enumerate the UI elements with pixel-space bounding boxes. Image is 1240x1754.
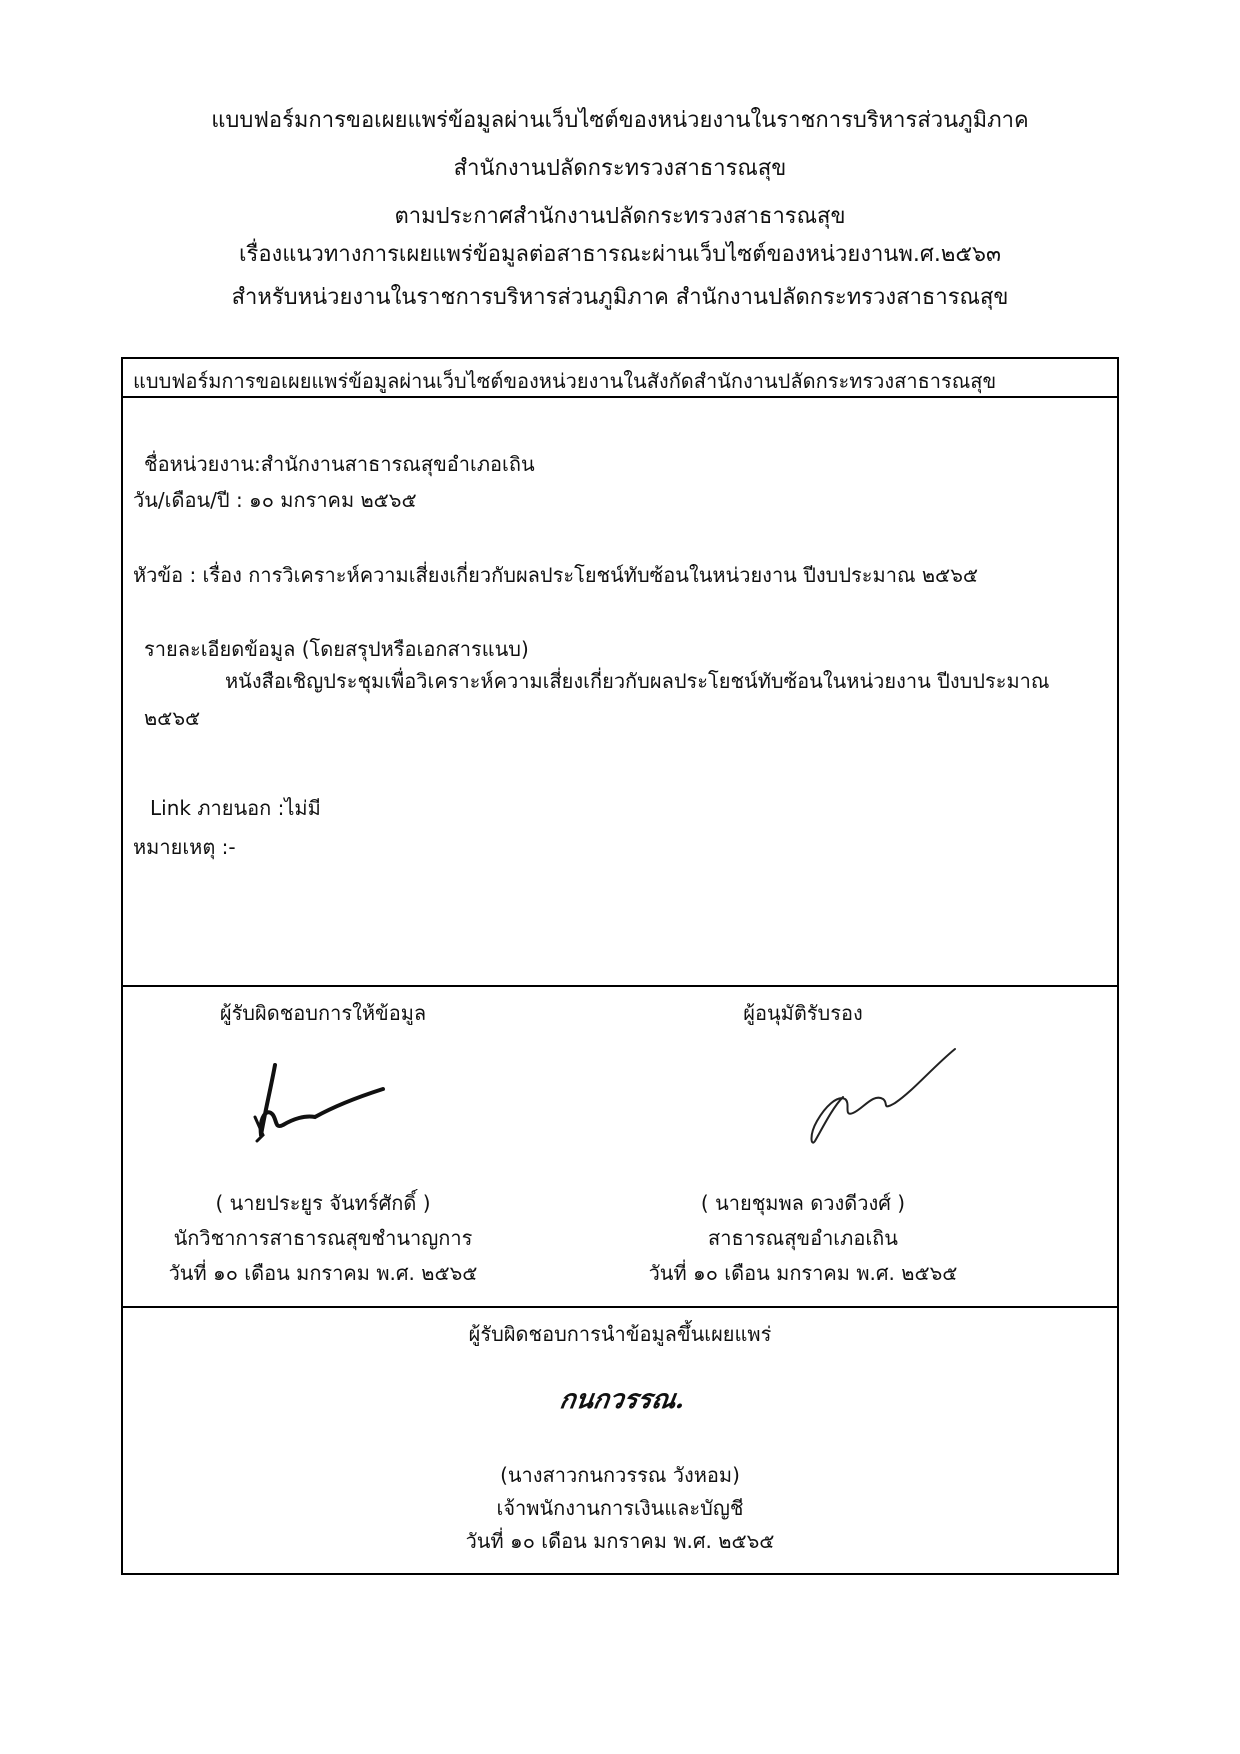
provider-name: ( นายประยูร จันทร์ศักดิ์ )	[215, 1191, 431, 1215]
form-title-row	[123, 359, 1117, 398]
publisher-role: ผู้รับผิดชอบการนำข้อมูลขึ้นเผยแพร่	[468, 1322, 772, 1346]
subject-field: หัวข้อ : เรื่อง การวิเคราะห์ความเสี่ยงเกี่ยวกับผลประโยชน์ทับซ้อนในหน่วยงาน ปีงบประมาณ ๒๕๖๕	[133, 563, 979, 587]
publisher-date: วันที่ ๑๐ เดือน มกราคม พ.ศ. ๒๕๖๕	[465, 1529, 775, 1553]
provider-role: ผู้รับผิดชอบการให้ข้อมูล	[219, 1001, 427, 1025]
details-text-line-1: หนังสือเชิญประชุมเพื่อวิเคราะห์ความเสี่ยงเกี่ยวกับผลประโยชน์ทับซ้อนในหน่วยงาน ปีงบประมาณ	[225, 669, 1050, 693]
agency-field: ชื่อหน่วยงาน:สำนักงานสาธารณสุขอำเภอเถิน	[144, 452, 535, 476]
header-line-5: สำหรับหน่วยงานในราชการบริหารส่วนภูมิภาค สำนักงานปลัดกระทรวงสาธารณสุข	[231, 285, 1009, 310]
provider-date: วันที่ ๑๐ เดือน มกราคม พ.ศ. ๒๕๖๕	[168, 1261, 478, 1285]
external-link-field: Link ภายนอก :ไม่มี	[150, 796, 321, 820]
approver-signature	[803, 1037, 963, 1147]
publisher-section	[123, 1308, 1117, 1575]
publication-form	[121, 357, 1119, 1575]
approver-date: วันที่ ๑๐ เดือน มกราคม พ.ศ. ๒๕๖๕	[648, 1261, 958, 1285]
details-text-line-2: ๒๕๖๕	[144, 706, 201, 730]
signatures-section	[123, 987, 1117, 1308]
approver-role: ผู้อนุมัติรับรอง	[743, 1001, 863, 1025]
provider-signature	[253, 1057, 393, 1147]
header-line-4: เรื่องแนวทางการเผยแพร่ข้อมูลต่อสาธารณะผ่านเว็บไซต์ของหน่วยงานพ.ศ.๒๕๖๓	[238, 242, 1002, 267]
form-title: แบบฟอร์มการขอเผยแพร่ข้อมูลผ่านเว็บไซต์ของหน่วยงานในสังกัดสำนักงานปลัดกระทรวงสาธารณสุข	[133, 369, 997, 393]
approver-position: สาธารณสุขอำเภอเถิน	[708, 1226, 898, 1250]
approver-name: ( นายชุมพล ดวงดีวงศ์ )	[700, 1191, 906, 1215]
remark-field: หมายเหตุ :-	[133, 835, 236, 859]
header-line-1: แบบฟอร์มการขอเผยแพร่ข้อมูลผ่านเว็บไซต์ของหน่วยงานในราชการบริหารส่วนภูมิภาค	[211, 108, 1029, 133]
details-label: รายละเอียดข้อมูล (โดยสรุปหรือเอกสารแนบ)	[144, 637, 529, 661]
publisher-position: เจ้าพนักงานการเงินและบัญชี	[496, 1496, 744, 1520]
form-details-section	[123, 398, 1117, 987]
publisher-name: (นางสาวกนกวรรณ วังหอม)	[500, 1463, 740, 1487]
header-line-2: สำนักงานปลัดกระทรวงสาธารณสุข	[453, 156, 787, 181]
date-field: วัน/เดือน/ปี : ๑๐ มกราคม ๒๕๖๕	[133, 488, 417, 512]
provider-position: นักวิชาการสาธารณสุขชำนาญการ	[173, 1226, 473, 1250]
publisher-signature-text: กนกวรรณ.	[557, 1384, 688, 1415]
header-line-3: ตามประกาศสำนักงานปลัดกระทรวงสาธารณสุข	[394, 204, 846, 229]
publisher-signature	[557, 1378, 688, 1418]
